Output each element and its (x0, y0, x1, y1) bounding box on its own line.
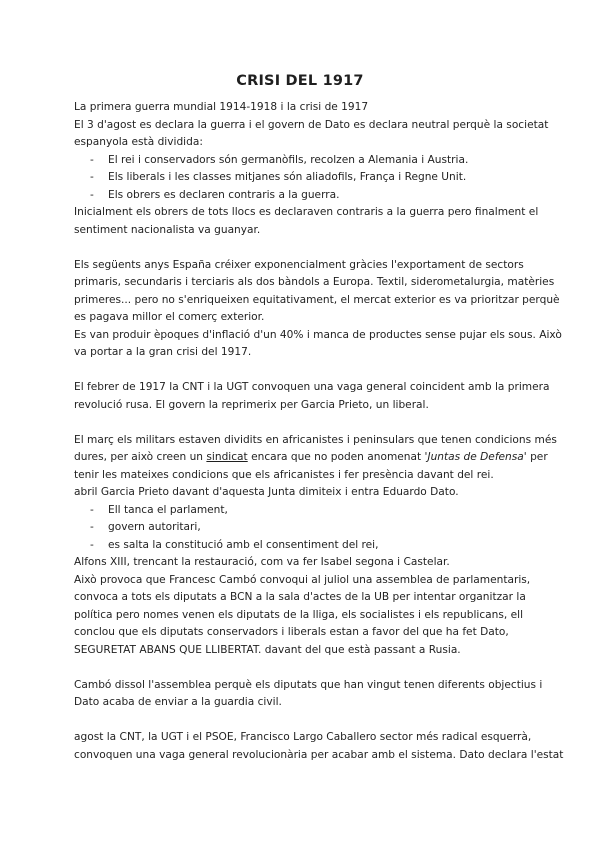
list-item-text: es salta la constitució amb el consentiment del rei, (108, 538, 379, 551)
text-line: política pero nomes venen els diputats de la lliga, els socialistes i els republicans, ell (74, 608, 524, 621)
list-item (74, 502, 534, 520)
list-item (74, 519, 534, 537)
list-item-text: Ell tanca el parlament, (108, 503, 228, 516)
text-line: Inicialment els obrers de tots llocs es declaraven contraris a la guerra pero finalment el (74, 206, 539, 218)
italic-term: 'Juntas de Defensa' (424, 451, 527, 463)
text-line: convoca a tots els diputats a BCN a la sala d'actes de la UB per intentar organitzar la (74, 591, 526, 603)
bullet-dash: - (90, 521, 94, 533)
text-line: abril Garcia Prieto davant d'aquesta Junta dimiteix i entra Eduardo Dato. (74, 486, 459, 498)
bullet-dash: - (90, 188, 94, 201)
text-line: es pagava millor el comerç exterior. (74, 311, 265, 323)
paragraph-gap (74, 712, 534, 730)
text-line: revolució rusa. El govern la reprimerix per Garcia Prieto, un liberal. (74, 398, 429, 411)
text-line: agost la CNT, la UGT i el PSOE, Francisco Largo Caballero sector més radical esquerrà, (74, 731, 532, 743)
text-line: Dato acaba de enviar a la guardia civil. (74, 696, 282, 708)
document-body (74, 99, 564, 764)
list-item-text: Els liberals i les classes mitjanes són aliadofils, França i Regne Unit. (108, 171, 467, 183)
list-item (74, 537, 534, 555)
text-line: primaris, secundaris i terciaris als dos bàndols a Europa. Textil, siderometalurgia, matèries (74, 276, 555, 288)
paragraph-gap (74, 414, 534, 432)
text-line: El febrer de 1917 la CNT i la UGT convoquen una vaga general coincident amb la primera (74, 381, 550, 393)
text-line: convoquen una vaga general revolucionària per acabar amb el sistema. Dato declara l'estat (74, 748, 564, 761)
text-line: Els següents anys España créixer exponencialment gràcies l'exportament de sectors (74, 258, 524, 271)
text-run: encara que no poden anomenat (247, 451, 425, 463)
paragraph-gap (74, 659, 534, 677)
list-item (74, 152, 534, 170)
paragraph-gap (74, 239, 534, 257)
text-line (74, 449, 548, 467)
document-title: CRISI DEL 1917 (236, 73, 364, 89)
list-item-text: El rei i conservadors són germanòfils, recolzen a Alemania i Austria. (108, 153, 469, 166)
text-line: primeres... pero no s'enriqueixen equitativament, el mercat exterior es va prioritzar perquè (74, 293, 560, 306)
text-line: espanyola està dividida: (74, 136, 203, 148)
list-item-text: govern autoritari, (108, 521, 201, 533)
bullet-dash: - (90, 171, 94, 183)
list-item (74, 187, 534, 205)
text-line: va portar a la gran crisi del 1917. (74, 346, 252, 358)
text-line: Es van produir èpoques d'inflació d'un 40% i manca de productes sense pujar els sous. Això (74, 328, 562, 341)
text-line: El març els militars estaven dividits en africanistes i peninsulars que tenen condicions més (74, 433, 557, 446)
list-item (74, 169, 534, 187)
text-line: La primera guerra mundial 1914-1918 i la crisi de 1917 (74, 101, 369, 113)
text-line: tenir les mateixes condicions que els africanistes i fer presència davant del rei. (74, 468, 494, 481)
bullet-dash: - (90, 538, 94, 551)
bullet-dash: - (90, 503, 94, 516)
paragraph-gap (74, 362, 534, 380)
text-line: conclou que els diputats conservadors i liberals estan a favor del que ha fet Dato, (74, 626, 509, 638)
text-line: Això provoca que Francesc Cambó convoqui al juliol una assemblea de parlamentaris, (74, 573, 531, 586)
text-line: Cambó dissol l'assemblea perquè els diputats que han vingut tenen diferents objectius i (74, 678, 543, 691)
text-line: El 3 d'agost es declara la guerra i el govern de Dato es declara neutral perquè la societat (74, 118, 549, 131)
list-item-text: Els obrers es declaren contraris a la guerra. (108, 188, 340, 201)
text-run: per (526, 451, 548, 463)
text-line: sentiment nacionalista va guanyar. (74, 223, 261, 236)
underlined-word: sindicat (206, 451, 248, 463)
text-line: Alfons XIII, trencant la restauració, com va fer Isabel segona i Castelar. (74, 556, 450, 568)
text-run: dures, per això creen un (74, 451, 207, 463)
bullet-dash: - (90, 153, 94, 166)
text-line: SEGURETAT ABANS QUE LLIBERTAT. davant del que està passant a Rusia. (74, 643, 461, 656)
